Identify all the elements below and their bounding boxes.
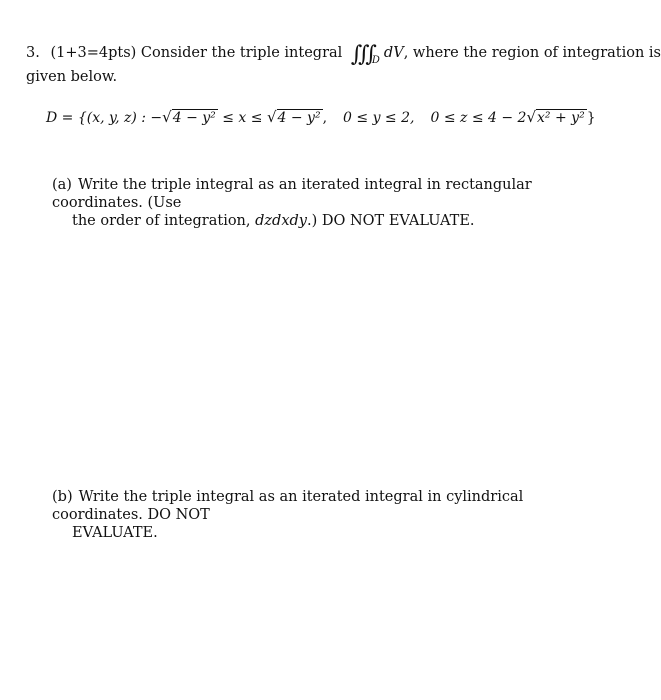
sqrt-term-3: x² + y² xyxy=(537,110,585,126)
problem-line-2: given below. xyxy=(26,69,118,85)
problem-line-1 xyxy=(26,42,661,67)
integrand: dV xyxy=(383,45,404,61)
integration-order: dzdxdy xyxy=(255,213,307,229)
part-a-line-1 xyxy=(52,176,610,212)
region-definition xyxy=(46,108,616,126)
part-b xyxy=(52,488,610,542)
problem-points: (1+3=4pts) xyxy=(50,45,137,61)
sqrt-icon: √ xyxy=(266,108,277,126)
sqrt-term-2: 4 − y² xyxy=(277,110,321,126)
integral-region-label: D xyxy=(371,55,380,66)
part-a-text-2: the order of integration, xyxy=(72,213,251,229)
problem-statement xyxy=(26,42,661,88)
part-a-text-3: .) DO NOT EVALUATE. xyxy=(306,213,475,229)
part-b-line-1 xyxy=(52,488,610,524)
part-b-text-1: Write the triple integral as an iterated integral in cylindrical coordinates. DO NOT xyxy=(52,489,524,523)
problem-intro-after: , where the region of integration is xyxy=(403,45,661,61)
integral-sign: ∭ xyxy=(350,42,370,67)
region-suffix: } xyxy=(586,110,596,126)
region-y-condition: 0 ≤ y ≤ 2, xyxy=(343,110,415,126)
sqrt-icon: √ xyxy=(526,108,537,126)
triple-integral-symbol xyxy=(350,42,380,67)
part-a-label: (a) xyxy=(52,177,72,193)
region-prefix: D = {(x, y, z) : − xyxy=(46,110,163,126)
part-a-text-1: Write the triple integral as an iterated integral in rectangular coordinates. (Use xyxy=(52,177,532,211)
part-a xyxy=(52,176,610,230)
part-a-line-2 xyxy=(52,212,610,230)
part-b-label: (b) xyxy=(52,489,73,505)
problem-intro: Consider the triple integral xyxy=(140,45,343,61)
part-b-line-2: EVALUATE. xyxy=(72,525,158,541)
region-mid-1: ≤ x ≤ xyxy=(217,110,267,126)
sqrt-term-1: 4 − y² xyxy=(172,110,216,126)
region-z-condition: 0 ≤ z ≤ 4 − 2 xyxy=(430,110,527,126)
problem-number: 3. xyxy=(26,45,40,61)
sqrt-icon: √ xyxy=(162,108,172,126)
region-mid-2: , xyxy=(322,110,328,126)
